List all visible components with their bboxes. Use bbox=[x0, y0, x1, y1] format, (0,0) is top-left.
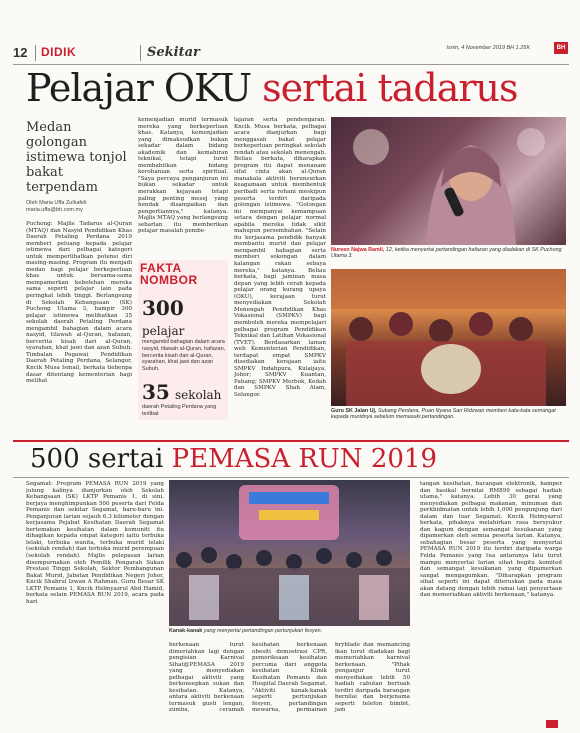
caption3-name: Kanak-kanak bbox=[169, 628, 203, 634]
headline-rule bbox=[13, 477, 569, 478]
article1-col3: lajaran serta pendengaran. Kncik Musa berkata, pelbagai acara dianjurkan bagi menggasah bakat pelajar berkeperluan peringkat sekolah rendah atau sekolah menengah. Beliau berkata, diharapkan program itu dapat menanam sifat cinta akan al-Quran manakala aktiviti berunsurkan keagamaan untuk membentuk peribadi serta rohani meskipun peserta terdiri daripada golongan istimewa. "Golongan ini mempunyai kemampuan setara dengan pelajar normal apabila mereka tidak sikit mahupun persembahan. "Selain itu kerjasama pendidik banyak membantu murid dan pelajar mengambil bahagian serta memberi sokongan dalam kalangan rakan sebaya mereka," katanya. Beliau berkata, bagi jaminan masa depan yang lebih cerah kepada pelajar orang kurang upaya (OKU), kerajaan turut menyediakan Sekolah Menengah Pendidikan Khas Vokasional (SMPKV) bagi memboleh mereka mempelajari pelbagai program Pendidikan Teknikal dan Latihan Vokasional (TVET). Berdasarkan laman web Kementerian Pendidikan, terdapat empat SMPKV disediakan kerajaan iaitu SMPKV Indahpura, Kulaijaya, Johor; SMPKV Kuantan, Pahang; SMPKV Merbok, Kedah dan SMPKV Shah Alam, Selangor. bbox=[234, 117, 326, 398]
fakta-title-line2: NOMBOR bbox=[140, 273, 198, 287]
stat2-desc: daerah Petaling Perdana yang terlibat bbox=[142, 404, 217, 417]
caption-photo3 bbox=[169, 628, 410, 634]
section-label: DIDIK bbox=[41, 45, 77, 59]
article2-headline bbox=[30, 444, 437, 474]
article2-col2: berkenaan turut dimeriahkan lagi dengan pengisian Karnival Sihat@PEMASA 2019 yang menyediakan pelbagai aktiviti yang berkonsepkan sukan dan kesihatan. Katanya, antara aktiviti berkenaan termasuk gusti lengan, zumba, ceramah kesihatan berkenaan obesiti demostrasi CPR, pemeriksaan kesihatan percuma dari anggota kesihatan Klinik Kesihatan Pemanis dan Hospital Daerah Segamat. "Aktiviti kanak-kanak seperti pertunjukan fesyen, pertandingan mewarna, permainan bryblade dan memancing ikan turut diadakan bagi memeriahkan karnival berkenaan. "Pihak penganjur turut menyediakan lebih 50 hadiah cabutan bertuah terdiri daripada barangan bernilai dan berjenama seperti telefon bimbit, jam bbox=[169, 642, 410, 714]
article1-headline bbox=[26, 66, 518, 110]
headline-red: sertai tadarus bbox=[262, 66, 518, 110]
caption3-text: yang menyertai pertandingan pertunjukan fesyen. bbox=[203, 628, 323, 634]
stat1-unit: pelajar bbox=[142, 324, 185, 338]
photo-teacher-pupils bbox=[331, 269, 566, 406]
photo-fashion-show bbox=[169, 480, 410, 626]
fakta-stat2 bbox=[142, 380, 226, 418]
headline2-red: PEMASA RUN 2019 bbox=[171, 444, 437, 474]
caption1-name: Nureen Najwa Ramli, bbox=[331, 247, 385, 253]
headline-black: Pelajar OKU bbox=[26, 66, 252, 110]
caption1-text: 12, ketika menyertai pertandingan hafazan yang diadakan di SK Puchong Utama 3. bbox=[331, 247, 562, 260]
fakta-stat1 bbox=[142, 296, 226, 373]
stat1-desc: mengambil bahagian dalam acara nasyid, tilawah al-Quran, hafazan, bercerita kisah dari al-Quran, syarahan, khat jawi dan azan Subuh. bbox=[142, 339, 226, 373]
fakta-title-line1: FAKTA bbox=[140, 261, 182, 275]
caption2-name: Guru SK Jalan Uj, bbox=[331, 408, 377, 414]
fakta-title bbox=[140, 262, 198, 286]
header-divider bbox=[140, 45, 141, 61]
end-mark bbox=[546, 720, 558, 728]
caption2-text: Subang Perdana, Puan Iliyana Sari Ridzwan memberi kata-kata semangat kepada muridnya sebelum memasuki pertandingan. bbox=[331, 408, 556, 421]
caption-photo2 bbox=[331, 408, 566, 421]
article1-col2: kemenjadian murid termasuk mereka yang berkeperluan khas. Katanya, kemenjadian yang dimaksudkan bukan sekadar dalam bidang akademik dan kemahiran teknikal, tetapi turut membabitkan bidang kerohanian serta spiritual. "Saya percaya penganjuran ini bukan sekadar untuk merakkan kejayaan tetapi paling penting mesej yang hendak disampaikan dan pengertiannya," katanya. Majlis MTAQ yang berlangsung sebarlan itu memberikan pelajar masalah pembe- bbox=[138, 117, 228, 235]
bh-logo: BH bbox=[554, 42, 568, 54]
article2-col1: Segamat: Program PEMASA RUN 2019 yang julung kalinya dianjurkan oleh Sekolah Kebangsaan (SK) LKTP Pemanis 1, di sini, berjaya menghimpunkan 500 peserta dari Felda Pemanis dan sekitar Segamat, baru-baru ini. Penganjuran larian sejauh 6.3 kilometer dengan kerjasama Pejabat Kesihatan Daerah Segamat bertemakan kesihatan dalam komuniti itu dihagikan kepada empat kategori iaitu terbuka lelaki, terbuka wanita, terbuka murid lelaki (sekolah rendah) dan terbuka murid perempuan (sekolah rendah). Majlis pelepasan larian disempurnakan oleh Pemilik Pengarah Sukan Prestasi Tinggi Sekolah, Sektor Pembangunan Bakat Murid, Jabatan Pendidikan Negeri Johor, Kncik Shahrul Izwan A Rahman. Guru Besar SK LKTP Pemanis 1, Kncik Helmyazrul Abd Hamid, berkata selain PEMASA RUN 2019, acara pada hari bbox=[26, 481, 164, 605]
stat2-unit: sekolah bbox=[174, 388, 222, 402]
subsection-label: Sekitar bbox=[147, 45, 200, 60]
headline2-black: 500 sertai bbox=[30, 444, 164, 474]
stat1-value: 300 bbox=[142, 296, 184, 320]
byline: Oleh Maria Uffa Zulkafeli maria.uffa@bh.com.my bbox=[26, 200, 87, 213]
article1-col1: Puchong: Majlis Tadarus al-Quran (MTAQ) dan Nasyid Pendidikan Khas Daerah Petaling Perdana 2019 memberi peluang kepada pelajar istimewa dari pelbagai kategori untuk memperlihatkan potensi diri masing-masing. Program itu menjadi medan bagi pelajar berkeperluan khas untuk bersama-sama mempamerkan kebolehan mereka sama seperti pelajar lain pada peringkat lebih tinggi. Berlangsung di Sekolah Kebangsaan (SK) Puchong Utama 3, hampir 300 pelajar istimewa melibatkan 35 sekolah daerah Petaling Perdana mengambil bahagian dalam acara nasyid, tilawah al-Quran, hafazan, bercerita kisah dari al-Quran, syarahan, khat jawi dan azan Subuh. Timbalan Pegawai Pendidikan Daerah Petaling Perdana, Selangor, Kncik Musa Ismail, berkata tiebenpa dasar ditentang kementerian bagi melihat bbox=[26, 221, 132, 385]
article1-deck: Medan golongan istimewa tonjol bakat terpendam bbox=[26, 120, 127, 195]
header-divider bbox=[35, 45, 36, 61]
page-number: 12 bbox=[13, 45, 28, 60]
article2-col3: tangan kesihatan, barangan elektronik, hamper dan basikal bernilai RM899 sebagai hadiah utama," katanya. Lebih 30 gerai yang menyediakan pelbagai makanan, minuman dan perkhidmatan untuk lebih 1,000 pengunjung dari dalam dan luar Segamat. Kncik Helmyazrul berkata, pihaknya melahirkan rasa bersyukur dan kagum dengan semangat kesukanan yang dipamerkan oleh semua peserta larian. Katanya, sebahagian besar peserta yang menyertai PEMASA RUN 2019 itu terdiri daripada warga Felda Pemanis yang tua antaranya lalu turut mampu menyertai larian sihat begitu komited dan semangat kesukanan yang dipamerkan sangat mengagumkan. "Diharapkan program sihat seperti ini dapat diteruskan pada masa akan datang dengan lebih ramai lagi penyertaan dan memeriahkan aktiviti berkenaan," katanya. bbox=[420, 481, 562, 599]
stat2-value: 35 bbox=[142, 380, 170, 404]
section-rule bbox=[13, 440, 569, 442]
caption-photo1 bbox=[331, 247, 566, 260]
photo-student-reciting bbox=[331, 117, 566, 245]
issue-date: Isnin, 4 November 2019 BH 1.25K bbox=[446, 45, 530, 51]
header-rule bbox=[13, 64, 569, 65]
